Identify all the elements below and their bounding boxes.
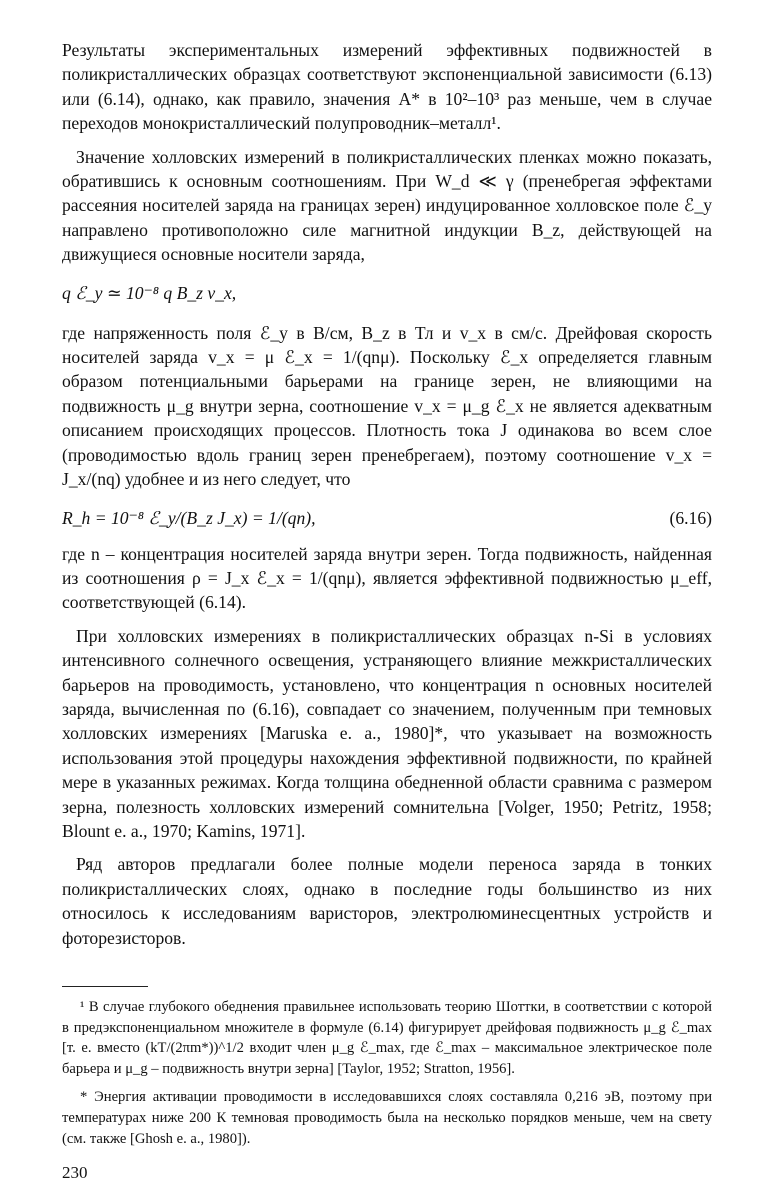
formula-hall-coefficient: R_h = 10⁻⁸ ℰ_y/(B_z J_x) = 1/(qn), xyxy=(62,507,316,528)
formula-hall-field: q ℰ_y ≃ 10⁻⁸ q B_z v_x, xyxy=(62,282,237,303)
paragraph-4: где n – концентрация носителей заряда внутри зерен. Тогда подвижность, найденная из соотношения ρ = J_x ℰ_x = 1/(qnμ), является эффективной подвижностью μ_eff, соответствующей (6.14). xyxy=(62,543,712,613)
footnote-star: * Энергия активации проводимости в исследовавшихся слоях составляла 0,216 эВ, поэтому при температурах ниже 200 К темновая проводимость была на несколько порядков меньше, чем на свету (см. также [Ghosh e. a., 1980]). xyxy=(62,1089,712,1147)
page-number: 230 xyxy=(62,1163,88,1183)
paragraph-1: Результаты экспериментальных измерений эффективных подвижностей в поликристаллических образцах соответствуют экспоненциальной зависимости (6.13) или (6.14), однако, как правило, значения A* в 10²–10³ раз меньше, чем в случае переходов монокристаллический полупроводник–металл¹. xyxy=(62,40,712,134)
paragraph-6: Ряд авторов предлагали более полные модели переноса заряда в тонких поликристаллических слоях, однако в последние годы большинство из них относилось к исследованиям варисторов, электролюминесцентных устройств и фоторезисторов. xyxy=(62,854,712,948)
paragraph-5: При холловских измерениях в поликристаллических образцах n-Si в условиях интенсивного солнечного освещения, устраняющего влияние межкристаллических барьеров на проводимость, установлено, что концентрация n основных носителей заряда, вычисленная по (6.16), совпадает со значением, полученным при темновых холловских измерениях [Maruska e. a., 1980]*, что указывает на возможность использования этой процедуры нахождения эффективной подвижности, по крайней мере в указанных режимах. Когда толщина обедненной области сравнима с размером зерна, полезность холловских измерений сомнительна [Volger, 1950; Petritz, 1958; Blount e. a., 1970; Kamins, 1971]. xyxy=(62,625,712,841)
footnote-divider xyxy=(62,986,148,987)
footnote-1: ¹ В случае глубокого обеднения правильнее использовать теорию Шоттки, в соответствии с которой в предэкспоненциальном множителе в формуле (6.14) фигурирует дрейфовая подвижность μ_g ℰ_max [т. е. вместо (kT/(2πm*))^1/2 входит член μ_g ℰ_max, где ℰ_max – максимальное электрическое поле барьера и μ_g – подвижность внутри зерна] [Taylor, 1952; Stratton, 1956]. xyxy=(62,999,712,1077)
equation-6-16 xyxy=(62,506,712,530)
paragraph-3: где напряженность поля ℰ_y в В/см, B_z в Тл и v_x в см/с. Дрейфовая скорость носителей заряда v_x = μ ℰ_x = 1/(qnμ). Поскольку ℰ_x определяется главным образом потенциальными барьерами на границе зерен, не влияющими на подвижность μ_g внутри зерна, соотношение v_x = μ_g ℰ_x не является адекватным описанием происходящих процессов. Плотность тока J одинакова во всем слое (проводимостью вдоль границ зерен пренебрегаем), поэтому соотношение v_x = J_x/(nq) удобнее и из него следует, что xyxy=(62,322,712,490)
equation-number: (6.16) xyxy=(669,507,712,528)
paragraph-2: Значение холловских измерений в поликристаллических пленках можно показать, обратившись к основным соотношениям. При W_d ≪ γ (пренебрегая эффектами рассеяния носителей заряда на границах зерен) индуцированное холловское поле ℰ_y направлено противоположно силе магнитной индукции B_z, действующей на движущиеся основные носители заряда, xyxy=(62,146,712,265)
